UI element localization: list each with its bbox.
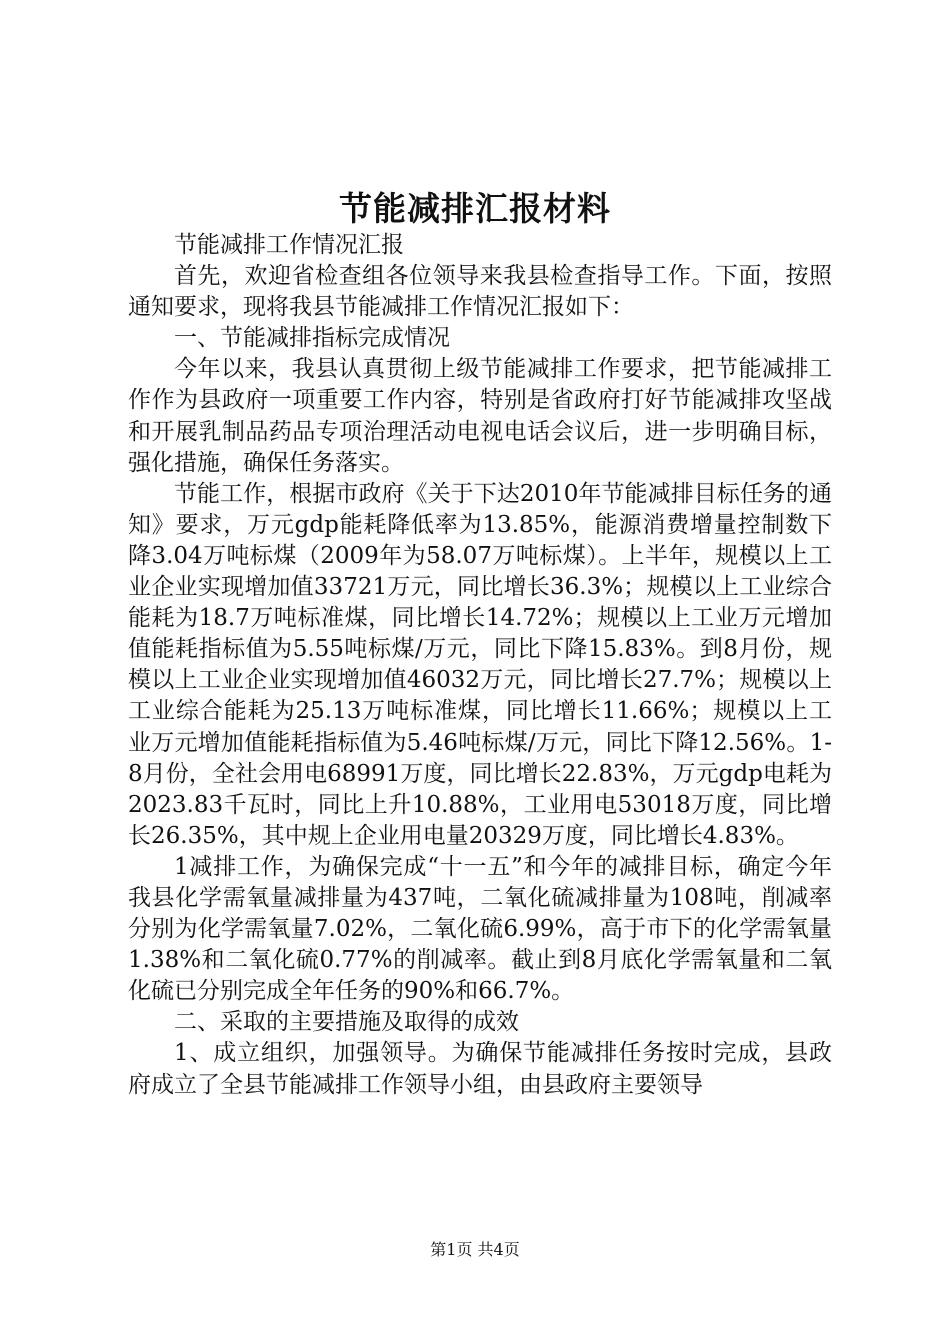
paragraph: 节能工作，根据市政府《关于下达2010年节能减排目标任务的通知》要求，万元gdp能耗降低率为13.85%，能源消费增量控制数下降3.04万吨标煤（2009年为58.07万吨标煤）。上半年，规模以上工业企业实现增加值33721万元，同比增长36.3%；规模以上工业综合能耗为18.7万吨标准煤，同比增长14.72%；规模以上工业万元增加值能耗指标值为5.55吨标煤/万元，同比下降15.83%。到8月份，规模以上工业企业实现增加值46032万元，同比增长27.7%；规模以上工业综合能耗为25.13万吨标准煤，同比增长11.66%；规模以上工业万元增加值能耗指标值为5.46吨标煤/万元，同比下降12.56%。1-8月份，全社会用电68991万度，同比增长22.83%，万元gdp电耗为2023.83千瓦时，同比上升10.88%，工业用电53018万度，同比增长26.35%，其中规上企业用电量20329万度，同比增长4.83%。 [128,480,832,849]
section-heading-2: 二、采取的主要措施及取得的成效 [174,1009,519,1036]
paragraph: 今年以来，我县认真贯彻上级节能减排工作要求，把节能减排工作作为县政府一项重要工作内容，特别是省政府打好节能减排攻坚战和开展乳制品药品专项治理活动电视电话会议后，进一步明确目标，强化措施，确保任务落实。 [128,356,832,476]
paragraph: 1、成立组织，加强领导。为确保节能减排任务按时完成，县政府成立了全县节能减排工作领导小组，由县政府主要领导 [128,1040,832,1098]
paragraph-heading: 节能减排工作情况汇报 [174,232,404,258]
page-footer: 第1页 共4页 [430,1240,520,1259]
document-title: 节能减排汇报材料 [339,189,611,228]
paragraph-intro: 首先，欢迎省检查组各位领导来我县检查指导工作。下面，按照通知要求，现将我县节能减排工作情况汇报如下： [128,263,832,321]
paragraph: 1减排工作，为确保完成“十一五”和今年的减排目标，确定今年我县化学需氧量减排量为437吨，二氧化硫减排量为108吨，削减率分别为化学需氧量7.02%，二氧化硫6.99%，高于市下的化学需氧量1.38%和二氧化硫0.77%的削减率。截止到8月底化学需氧量和二氧化硫已分别完成全年任务的90%和66.7%。 [128,853,832,1005]
document-body [128,230,832,1101]
section-heading-1: 一、节能减排指标完成情况 [174,325,450,352]
